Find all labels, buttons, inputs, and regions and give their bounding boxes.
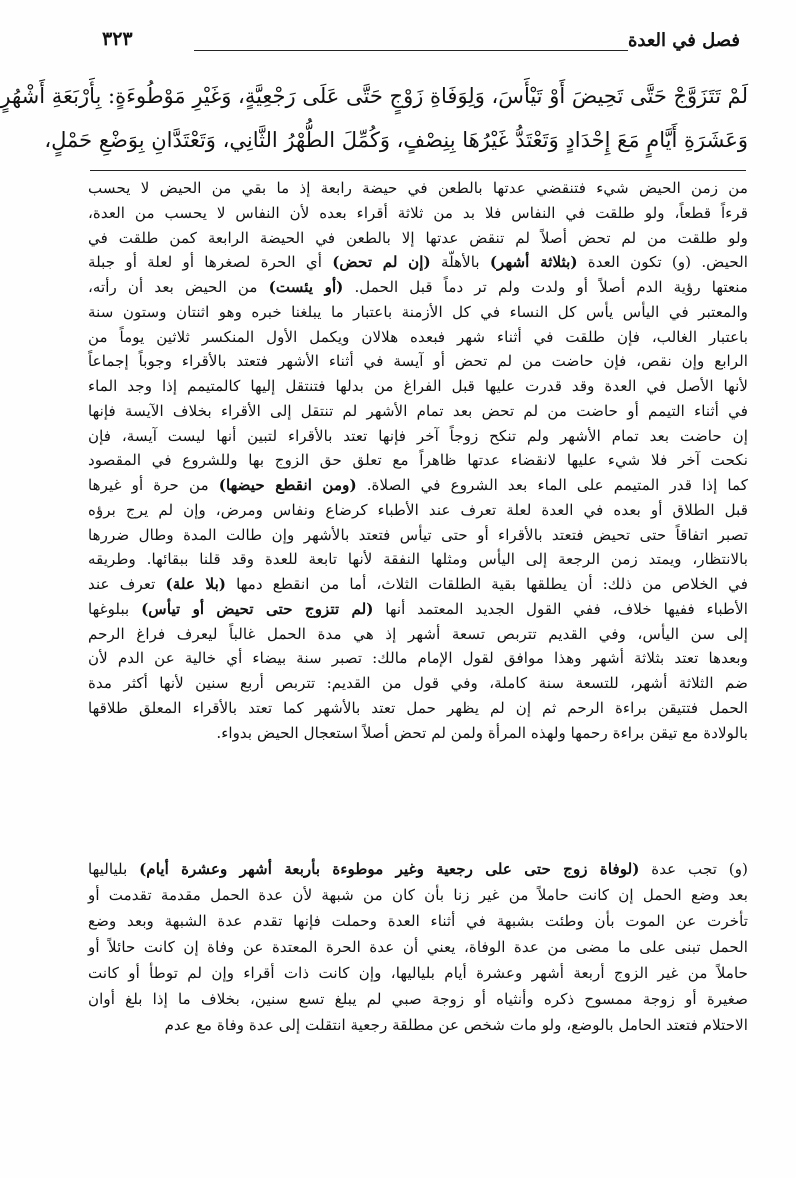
page-number: ٣٢٣ bbox=[102, 28, 133, 50]
text-line bbox=[88, 250, 748, 275]
matn-quote: (لم تتزوج حتى تحيض أو تيأس) bbox=[141, 599, 374, 618]
text-run: الحمل تبنى على ما مضى من عدة الوفاة، يعني أن عدة الحرة المعتدة عن وفاة إن كانت حائلاً أو bbox=[88, 938, 748, 956]
text-run: نكحت آخر فلا شيء عليها لانقضاء عدتها ظاهراً مع تعلق حق الزوج بها وللشروع في المقصود bbox=[88, 451, 748, 470]
text-line bbox=[88, 986, 748, 1012]
text-line bbox=[88, 201, 748, 226]
header-rule bbox=[194, 50, 628, 51]
running-header bbox=[102, 28, 740, 62]
text-run: من حرة أو غيرها bbox=[88, 476, 219, 494]
text-line bbox=[88, 1012, 748, 1038]
text-line bbox=[88, 399, 748, 424]
text-run: بالولادة مع تيقن براءة رحمها ولهذه المرأة ولمن لم تحض أصلاً استعجال الحيض بدواء. bbox=[216, 723, 748, 742]
text-line bbox=[88, 473, 748, 498]
sharh-text-section-2 bbox=[88, 856, 748, 1038]
text-run: بالأهلّة bbox=[430, 253, 490, 272]
text-run: إلى سن اليأس، وفي القديم تتربص تسعة أشهر إذ هي مدة الحمل غالباً ليعرف فراغ الرحم bbox=[88, 624, 748, 643]
text-line bbox=[88, 622, 748, 647]
text-line bbox=[88, 349, 748, 374]
text-run: تعرف عند bbox=[88, 575, 166, 593]
matn-quote: (بلا علة) bbox=[165, 575, 226, 593]
matn-quote: (بثلاثة أشهر) bbox=[489, 253, 578, 272]
text-line bbox=[88, 275, 748, 300]
text-line bbox=[88, 882, 748, 908]
text-run: الرابع وإن نقص، فإن حاضت من لم تحض أو آيسة في أثناء الأشهر فتعتد بالأقراء وجوباً إجماعاً bbox=[88, 352, 748, 371]
chapter-title: فصل في العدة bbox=[627, 30, 740, 51]
text-line bbox=[88, 960, 748, 986]
text-run: في الخلاص من ذلك: أن يطلقها بقية الطلقات الثلاث، أما من انقطع دمها bbox=[226, 575, 749, 593]
text-line bbox=[88, 671, 748, 696]
text-line bbox=[88, 572, 748, 597]
text-run: تأخرت عن الموت بأن وطئت بشبهة في أثناء العدة وحملت فإنها تقدم عدة الشبهة وبعد وضع bbox=[88, 912, 748, 930]
text-line bbox=[88, 325, 748, 350]
text-run: في أثناء التيمم أو حاضت من لم تحض بعد تمام الأشهر لم تنتقل إلى الأقراء بخلاف الآيسة فإنها bbox=[88, 401, 748, 420]
text-run: بعد وضع الحمل إن كانت حاملاً من غير زنا بأن كان من شبهة لأن عدة الحمل مقدمة تقدمت أو bbox=[88, 886, 748, 904]
text-line bbox=[88, 300, 748, 325]
text-run: الأطباء ففيها خلاف، ففي القول الجديد المعتمد أنها bbox=[373, 599, 748, 618]
text-line bbox=[88, 547, 748, 572]
text-run: والمعتبر في اليأس يأس كل النساء في كل الأزمنة باعتبار ما يبلغنا خبره وهو اثنتان وستون سنة bbox=[88, 302, 748, 321]
text-run: من الحيض بعد أن رأته، bbox=[88, 278, 269, 296]
text-line bbox=[88, 226, 748, 251]
text-line bbox=[88, 176, 748, 201]
text-run: قرءاً قطعاً، ولو طلقت في النفاس فلا بد من ثلاثة أقراء بعده لأن النفاس لا يحسب من العدة، bbox=[88, 203, 748, 222]
text-run: الحيض. (و) تكون العدة bbox=[577, 253, 748, 272]
text-run: تصبر اتفاقاً حتى تحيض فتعتد بالأقراء أو حتى تيأس فتعتد بالأشهر وإن طالت المدة وطال ضررها bbox=[88, 525, 748, 544]
text-run: باعتبار الغالب، فإن طلقت في أثناء شهر فبعده هلالان ويكمل الأول المنكسر ثلاثين يوماً من bbox=[88, 327, 748, 346]
text-line bbox=[88, 721, 748, 746]
text-line bbox=[88, 597, 748, 622]
text-run: قبل الطلاق أو بعده في العدة لعلة تعرف عند الأطباء كرضاع ونفاس ومرض، وإن لم يرج برؤه bbox=[88, 500, 748, 519]
text-run: الحمل فتتيقن براءة الرحم ثم إن لم يظهر حمل تعتد بالأشهر كما تعتد بالأقراء المعلق طلاقها bbox=[88, 698, 748, 717]
text-run: ببلوغها bbox=[88, 599, 142, 618]
matn-sharh-separator bbox=[90, 170, 746, 171]
text-run: ولو طلقت من لم تحض أصلاً لم تنقض عدتها إلا بالطعن في الحيضة الرابعة كمن طلقت في bbox=[88, 228, 748, 247]
text-run: أي الحرة لصغرها أو لعلة أو جبلة bbox=[88, 253, 333, 272]
text-run: ضم الثلاثة أشهر، للتسعة سنة كاملة، وفي قول من القديم: تتربص أربع سنين لأنها أكثر مدة bbox=[88, 674, 748, 692]
text-run: منعتها رؤية الدم أصلاً أو ولدت ولم تر دماً قبل الحمل. bbox=[343, 278, 748, 296]
text-run: (و) تجب عدة bbox=[639, 860, 748, 878]
matn-quote: (ومن انقطع حيضها) bbox=[218, 476, 357, 494]
matn-quote: (إن لم تحض) bbox=[332, 253, 431, 272]
matn-quote: (أو يئست) bbox=[268, 278, 344, 296]
text-line bbox=[88, 908, 748, 934]
matn-line: وَعَشَرَةِ أَيَّامٍ مَعَ إِحْدَادٍ وَتَعْتَدُّ غَيْرُهَا بِنِصْفٍ، وَكُمِّلَ الطُّهْرُ الثَّانِي، وَتَعْتَدَّانِ بِوَضْعِ حَمْلٍ، bbox=[44, 128, 748, 152]
text-run: بلياليها bbox=[88, 860, 140, 878]
matn-line: لَمْ تَتَزَوَّجْ حَتَّى تَحِيضَ أَوْ تَيْأَسَ، وَلِوَفَاةِ زَوْجٍ حَتَّى عَلَى رَجْعِيَّةٍ، وَغَيْرِ مَوْطُوءَةٍ: بِأَرْبَعَةِ أَشْهُرٍ bbox=[0, 84, 748, 108]
text-run: بالانتظار، ويمتد زمن الرجعة إلى اليأس ومثلها النفقة لأنها تابعة للعدة وقد قلنا ببقائها. وطريقه bbox=[88, 550, 748, 569]
text-run: لأنها الأصل في العدة وقد قدرت عليها قبل الفراغ من بدلها فتنتقل إليها كالمتيمم إذا وجد الماء bbox=[88, 377, 748, 395]
matn-text bbox=[0, 74, 748, 162]
text-run: حاملاً من غير الزوج أربعة أشهر وعشرة أيام بلياليها، وإن كانت ذات أقراء وإن لم توطأ أو كانت bbox=[88, 964, 748, 982]
text-line bbox=[88, 856, 748, 882]
text-run: وبعدها تعتد بثلاثة أشهر وهذا موافق لقول الإمام مالك: تصبر سنة بيضاء أي خالية عن الدم لأن bbox=[88, 649, 748, 668]
text-line bbox=[88, 424, 748, 449]
text-run: صغيرة أو زوجة ممسوح ذكره وأنثياه أو زوجة صبي لم يبلغ تسع سنين، بخلاف ما إذا بلغ أوان bbox=[88, 990, 748, 1008]
text-run: من زمن الحيض شيء فتنقضي عدتها بالطعن في حيضة رابعة إذ ما بقي من الحيض لا يحسب bbox=[88, 179, 748, 197]
text-run: كما إذا قدر المتيمم على الماء بعد الشروع في الصلاة. bbox=[356, 476, 748, 494]
text-line bbox=[88, 498, 748, 523]
text-line bbox=[88, 448, 748, 473]
text-run: الاحتلام فتعتد الحامل بالوضع، ولو مات شخص عن مطلقة رجعية انتقلت إلى عدة وفاة مع عدم bbox=[164, 1016, 748, 1034]
text-line bbox=[88, 646, 748, 671]
text-line bbox=[88, 934, 748, 960]
text-line bbox=[88, 696, 748, 721]
text-line bbox=[88, 523, 748, 548]
sharh-text bbox=[88, 176, 748, 745]
text-run: إن حاضت بعد تمام الأشهر ولم تنكح زوجاً آخر فإنها تعتد بالأقراء لتبين أنها ليست آيسة، فإن bbox=[88, 426, 748, 445]
matn-quote: (لوفاة زوج حتى على رجعية وغير موطوءة بأربعة أشهر وعشرة أيام) bbox=[139, 860, 640, 878]
text-line bbox=[88, 374, 748, 399]
